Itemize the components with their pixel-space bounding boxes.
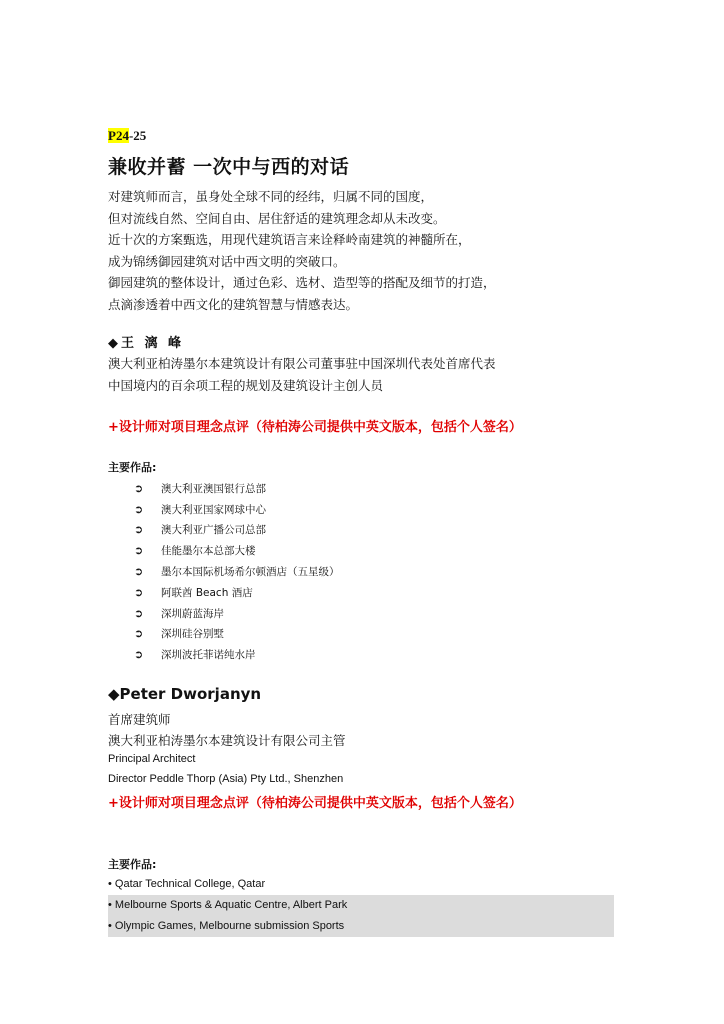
intro-line: 成为锦绣御园建筑对话中西文明的突破口。 — [108, 253, 346, 269]
wang-review-note: +设计师对项目理念点评（待柏涛公司提供中英文版本，包括个人签名） — [108, 420, 522, 435]
intro-line: 对建筑师而言，虽身处全球不同的经纬，归属不同的国度， — [108, 189, 434, 204]
peter-title-en: Principal Architect — [108, 753, 196, 765]
intro-line: 点滴渗透着中西文化的建筑智慧与情感表达。 — [108, 296, 359, 312]
arrow-bullet-icon: ➲ — [134, 627, 144, 641]
designer-name-wang: ◆王 漓 峰 — [108, 336, 185, 351]
work-title: 深圳波托菲诺纯水岸 — [161, 649, 256, 662]
peter-review-note: +设计师对项目理念点评（待柏涛公司提供中英文版本，包括个人签名） — [108, 796, 522, 811]
wang-works-list — [134, 478, 340, 665]
arrow-bullet-icon: ➲ — [134, 585, 144, 599]
work-title: 澳大利亚澳国银行总部 — [161, 482, 266, 495]
section-title: 兼收并蓄 一次中与西的对话 — [108, 156, 350, 178]
list-item — [134, 561, 340, 582]
peter-works-heading: 主要作品: — [108, 858, 157, 871]
list-item — [134, 644, 340, 665]
list-item — [134, 520, 340, 541]
work-title: 佳能墨尔本总部大楼 — [161, 545, 256, 558]
arrow-bullet-icon: ➲ — [134, 606, 144, 620]
peter-company-cn: 澳大利亚柏涛墨尔本建筑设计有限公司主管 — [108, 733, 346, 748]
list-item: • Qatar Technical College, Qatar — [108, 878, 266, 890]
list-item — [134, 603, 340, 624]
arrow-bullet-icon: ➲ — [134, 523, 144, 537]
designer-name-peter: ◆Peter Dworjanyn — [108, 685, 262, 703]
wang-role: 中国境内的百余项工程的规划及建筑设计主创人员 — [108, 378, 384, 393]
peter-title-cn: 首席建筑师 — [108, 712, 171, 727]
intro-paragraph — [108, 186, 496, 315]
arrow-bullet-icon: ➲ — [134, 502, 144, 516]
arrow-bullet-icon: ➲ — [134, 544, 144, 558]
list-item — [134, 624, 340, 645]
list-item — [134, 582, 340, 603]
wang-position: 澳大利亚柏涛墨尔本建筑设计有限公司董事驻中国深圳代表处首席代表 — [108, 356, 496, 371]
arrow-bullet-icon: ➲ — [134, 481, 144, 495]
page-ref-highlight: P24 — [108, 128, 129, 143]
list-item — [134, 499, 340, 520]
list-item: • Olympic Games, Melbourne submission Sports — [108, 916, 614, 937]
list-item: • Melbourne Sports & Aquatic Centre, Albert Park — [108, 895, 614, 916]
list-item — [134, 478, 340, 499]
wang-works-heading: 主要作品: — [108, 461, 157, 474]
work-title: 阿联酋 Beach 酒店 — [161, 586, 253, 599]
intro-line: 近十次的方案甄选，用现代建筑语言来诠释岭南建筑的神髓所在， — [108, 232, 471, 247]
work-title: 澳大利亚国家网球中心 — [161, 503, 266, 516]
intro-line: 御园建筑的整体设计，通过色彩、选材、造型等的搭配及细节的打造， — [108, 275, 496, 290]
peter-company-en: Director Peddle Thorp (Asia) Pty Ltd., Shenzhen — [108, 773, 344, 785]
page-reference — [108, 128, 146, 144]
page-ref-rest: -25 — [128, 128, 147, 143]
list-item — [134, 540, 340, 561]
arrow-bullet-icon: ➲ — [134, 565, 144, 579]
work-title: 澳大利亚广播公司总部 — [161, 524, 266, 537]
work-title: 墨尔本国际机场希尔顿酒店（五星级） — [161, 566, 340, 579]
work-title: 深圳蔚蓝海岸 — [161, 607, 224, 620]
peter-works-list — [108, 874, 614, 937]
arrow-bullet-icon: ➲ — [134, 648, 144, 662]
intro-line: 但对流线自然、空间自由、居住舒适的建筑理念却从未改变。 — [108, 210, 446, 226]
work-title: 深圳硅谷别墅 — [161, 628, 224, 641]
